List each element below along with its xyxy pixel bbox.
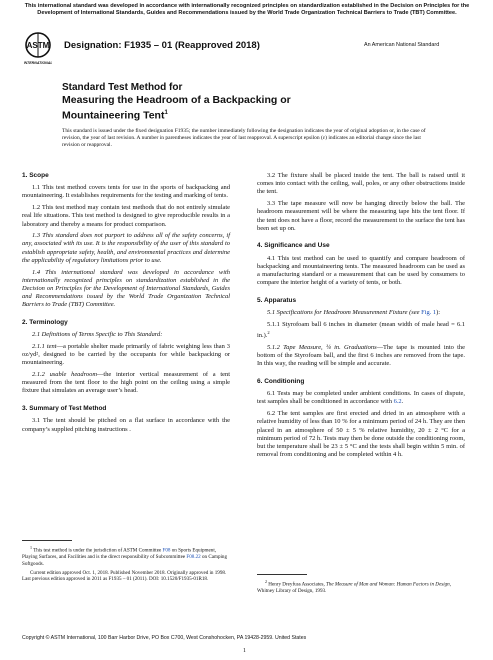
top-notice: This international standard was developed in accordance with internationally recognized principles on standardization established in the Decision on Principles for the Development of International Standards, Guides and Recommendations issued by the World Trade Organization Technical Barriers to Trade (TBT) Committee. — [24, 3, 470, 16]
paragraph-3-1: 3.1 The tent should be pitched on a flat surface in accordance with the company’s supplied pitching instructions . — [22, 417, 230, 433]
footnote-1-mark: 1 — [30, 545, 32, 550]
intro-note: This standard is issued under the fixed designation F1935; the number immediately following the designation indicates the year of original adoption or, in the case of revision, the year of last revision. A number in parentheses indicates the year of last reapproval. A superscript epsilon (ε) indicates an editorial change since the last revision or reapproval. — [62, 128, 426, 148]
paragraph-1-4: 1.4 This international standard was developed in accordance with internationally recognized principles on standardization established in the Decision on Principles for the Development of International Standards, Guides and Recommendations issued by the World Trade Organization Technical Barriers to Trade (TBT) Committee. — [22, 268, 230, 309]
left-column — [22, 172, 230, 437]
section-heading-summary: 3. Summary of Test Method — [22, 405, 107, 413]
section-heading-terminology: 2. Terminology — [22, 319, 68, 327]
paragraph-2-1-1: 2.1.1 tent—a portable shelter made primarily of fabric weighing less than 3 oz/yd², designed to be carried by the occupants for while backpacking or mountaineering. — [22, 342, 231, 367]
footnote-1-edition: Current edition approved Oct. 1, 2018. Published November 2018. Originally approved in 1998. Last previous edition approved in 2011 as F1935 – 01 (2011). DOI: 10.1520/F1935-01R18. — [22, 569, 227, 583]
footnote-2: $^2$ Henry Dreyfuss Associates, The Measure of Man and Woman: Human Factors in Design, Whitney Library of Design, 1993. — [257, 579, 451, 595]
section-heading-significance: 4. Significance and Use — [257, 242, 330, 250]
american-national-standard-label: An American National Standard — [364, 42, 440, 48]
footnotes-right — [257, 574, 465, 597]
right-column — [257, 172, 465, 463]
committee-f08-link[interactable]: F08 — [162, 547, 171, 554]
section-heading-apparatus: 5. Apparatus — [257, 296, 297, 304]
paragraph-5-1-2: 5.1.2 Tape Measure, ¼ in. Graduations—The tape is mounted into the bottom of the Styrofoam ball, and the first 6 inches are removed from the tape. In this way, the reading will be simple and accurate. — [257, 343, 466, 368]
fig-1-link[interactable]: Fig. 1 — [421, 309, 437, 317]
astm-logo — [24, 30, 52, 66]
footnote-2-mark: 2 — [267, 330, 270, 336]
paragraph-2-1: 2.1 Definitions of Terms Specific to This Standard: — [32, 331, 163, 339]
paragraph-4-1: 4.1 This test method can be used to quantify and compare headroom of backpacking and mountaineering tents. The measured headroom can be used as a manufacturing standard or a measurement that can be used by consumers to compare the interior height of a variety of tents, or both. — [257, 254, 465, 287]
svg-text:ASTM: ASTM — [26, 41, 50, 50]
subcommittee-f08-22-link[interactable]: F08.22 — [186, 554, 201, 561]
section-6-2-link[interactable]: 6.2 — [393, 398, 402, 406]
paragraph-2-1-2: 2.1.2 usable headroom—the interior vertical measurement of a tent measured from the tent floor to the high point on the ceiling using a simple fixture that simulates an average user’s head. — [22, 371, 230, 395]
section-heading-scope: 1. Scope — [22, 172, 49, 179]
page-number: 1 — [243, 648, 246, 654]
paragraph-6-1: 6.1 Tests may be completed under ambient conditions. In cases of dispute, test samples shall be conditioned in accordance with 6.2. — [257, 390, 465, 406]
footnotes-left — [22, 540, 230, 585]
designation: Designation: F1935 – 01 (Reapproved 2018) — [64, 40, 260, 51]
footnote-2-ref-mark: 2 — [265, 579, 267, 584]
paragraph-3-3: 3.3 The tape measure will now be hanging directly below the ball. The headroom measurement will be where the measuring tape hits the tent floor. If the tent does not have a floor, record the measurement to the surface the tent has been set up on. — [257, 200, 465, 232]
title-line-3: Mountaineering Tent$^1$ — [62, 109, 168, 121]
document-title — [62, 82, 392, 122]
paragraph-5-1: 5.1 Specifications for Headroom Measurement Fixture (see Fig. 1): — [267, 309, 441, 317]
copyright-line: Copyright © ASTM International, 100 Barr Harbor Drive, PO Box C700, West Conshohocken, PA 19428-2959. United States — [22, 635, 307, 641]
svg-text:INTERNATIONAL: INTERNATIONAL — [24, 61, 52, 65]
astm-logo-icon — [24, 30, 52, 66]
paragraph-3-2: 3.2 The fixture shall be placed inside the tent. The ball is raised until it comes into contact with the ceiling, wall, poles, or any other obstructions inside the tent. — [257, 172, 465, 196]
section-heading-conditioning: 6. Conditioning — [257, 378, 305, 385]
title-line-2: Measuring the Headroom of a Backpacking or — [62, 94, 291, 106]
paragraph-5-1-1: 5.1.1 Styrofoam ball 6 inches in diameter (mean width of male head = 6.1 in.).$^2$ — [257, 320, 465, 340]
footnote-divider — [22, 540, 72, 541]
paragraph-1-2: 1.2 This test method may contain test methods that do not entirely simulate real life situations. This test method is designed to give reproducible results in a laboratory and thereby a means for product comparison. — [22, 204, 230, 228]
footnote-1: $^1$ This test method is under the jurisdiction of ASTM Committee F08 on Sports Equipment, Playing Surfaces, and Facilities and is the direct responsibility of Subcommittee F08.22 on Camping Softgoods. — [22, 545, 228, 567]
footnote-divider-right — [257, 574, 307, 575]
title-footnote-mark: 1 — [164, 109, 168, 116]
title-line-1: Standard Test Method for — [62, 82, 183, 93]
paragraph-1-1: 1.1 This test method covers tents for use in the sports of backpacking and mountaineering. It establishes requirements for the testing and marking of tents. — [22, 184, 230, 200]
paragraph-1-3: 1.3 This standard does not purport to address all of the safety concerns, if any, associated with its use. It is the responsibility of the user of this standard to establish appropriate safety, health, and environmental practices and determine the applicability of regulatory limitations prior to use. — [22, 232, 230, 264]
paragraph-6-2: 6.2 The tent samples are first erected and dried in an atmosphere with a relative humidity of less than 10 % for a minimum period of 24 h. They are then placed in an atmosphere of 50 ± 5 % relative humidity, 20 ± 2 °C for a minimum period of 72 h. Tests may then be done outside the conditioning room, but the temperature shall be 23 ± 5 °C and the tests shall begin within 5 min. of removal from conditioning and be completed within 4 h. — [257, 410, 465, 459]
